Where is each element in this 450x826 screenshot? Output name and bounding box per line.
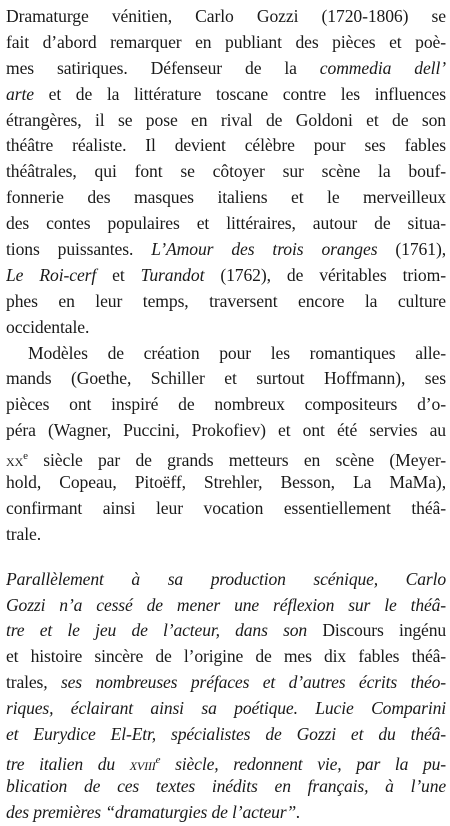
text-line: riques, éclairant ainsi sa poétique. Lucie Comparini xyxy=(6,698,446,719)
title-turandot: Turandot xyxy=(140,264,205,285)
text-line: étrangères, il se pose en rival de Goldoni et de son xyxy=(6,109,446,130)
text-line xyxy=(6,82,446,108)
paragraph-influence xyxy=(6,341,446,548)
text-line: Parallèlement à sa production scénique, Carlo xyxy=(6,568,446,589)
title-run: trales xyxy=(6,672,44,693)
text-line xyxy=(6,263,446,289)
paragraph-biography xyxy=(6,4,446,341)
text-line: fait d’abord remarquer en publiant des pièces et poè- xyxy=(6,31,446,52)
superscript: e xyxy=(23,450,28,463)
text-run: siècle par de grands metteurs en scène (Meyer- xyxy=(27,450,446,470)
italic-run: tre italien du xyxy=(6,753,130,774)
text-line: théâtrales, qui font se côtoyer sur scène la bouf- xyxy=(6,161,446,182)
text-line: Gozzi n’a cessé de mener une réflexion sur le théâ- xyxy=(6,594,446,615)
paragraph-edition-note xyxy=(6,567,446,826)
century-numeral: xx xyxy=(6,450,24,470)
title-amour-des-trois-oranges: L’Amour des trois oranges xyxy=(151,239,378,260)
italic-run: commedia dell’ xyxy=(319,57,446,78)
text-line: confirmant ainsi leur vocation essentiellement théâ- xyxy=(6,497,446,518)
italic-run: , ses nombreuses préfaces et d’autres écrits théo- xyxy=(43,672,446,693)
text-line: Modèles de création pour les romantiques alle- xyxy=(28,342,446,363)
italic-run: arte xyxy=(6,83,34,104)
text-line: hold, Copeau, Pitoëff, Strehler, Besson, La MaMa), xyxy=(6,472,446,493)
italic-run: siècle, redonnent vie, par la pu- xyxy=(160,753,446,774)
text-line: Dramaturge vénitien, Carlo Gozzi (1720-1806) se xyxy=(6,6,446,26)
text-run: et xyxy=(96,264,141,285)
text-run: (1762), de véritables triom- xyxy=(204,264,446,285)
title-roi-cerf: Le Roi-cerf xyxy=(6,264,97,285)
text-line: pièces ont inspiré de nombreux compositeurs d’o- xyxy=(6,394,446,415)
text-line xyxy=(6,618,446,644)
text-run: mes satiriques. Défenseur de la xyxy=(6,57,320,78)
text-run: et de la littérature toscane contre les influences xyxy=(33,83,446,104)
text-line: et histoire sincère de l’origine de mes dix fables théâ- xyxy=(6,646,446,667)
text-line: occidentale. xyxy=(6,316,90,337)
text-line: blication de ces textes inédits en français, à l’une xyxy=(6,775,446,796)
text-line: fonnerie des masques italiens et le merveilleux xyxy=(6,187,446,208)
text-line xyxy=(6,670,446,696)
text-line xyxy=(6,237,446,263)
text-line: des contes populaires et littéraires, autour de situa- xyxy=(6,213,446,234)
text-run: tions puissantes. xyxy=(6,239,152,260)
text-line: mands (Goethe, Schiller et surtout Hoffmann), ses xyxy=(6,368,446,389)
italic-run: tre et le jeu de l’acteur, dans son xyxy=(6,620,323,641)
text-line xyxy=(6,56,446,82)
text-line: des premières “dramaturgies de l’acteur”. xyxy=(6,801,301,822)
title-discours-ingenu: Discours ingénu xyxy=(322,620,446,641)
text-line: théâtre réaliste. Il devient célèbre pour ses fables xyxy=(6,135,446,156)
text-run: (1761), xyxy=(377,239,446,260)
century-numeral: xviii xyxy=(129,753,156,774)
text-line xyxy=(6,444,446,470)
text-line: phes en leur temps, traversent encore la culture xyxy=(6,290,446,311)
superscript: e xyxy=(155,753,161,766)
text-line: trale. xyxy=(6,523,42,544)
text-line: péra (Wagner, Puccini, Prokofiev) et ont été servies au xyxy=(6,420,446,441)
text-line: et Eurydice El-Etr, spécialistes de Gozzi et du théâ- xyxy=(6,724,446,745)
text-line xyxy=(6,748,446,774)
paragraph-spacer xyxy=(6,548,446,567)
